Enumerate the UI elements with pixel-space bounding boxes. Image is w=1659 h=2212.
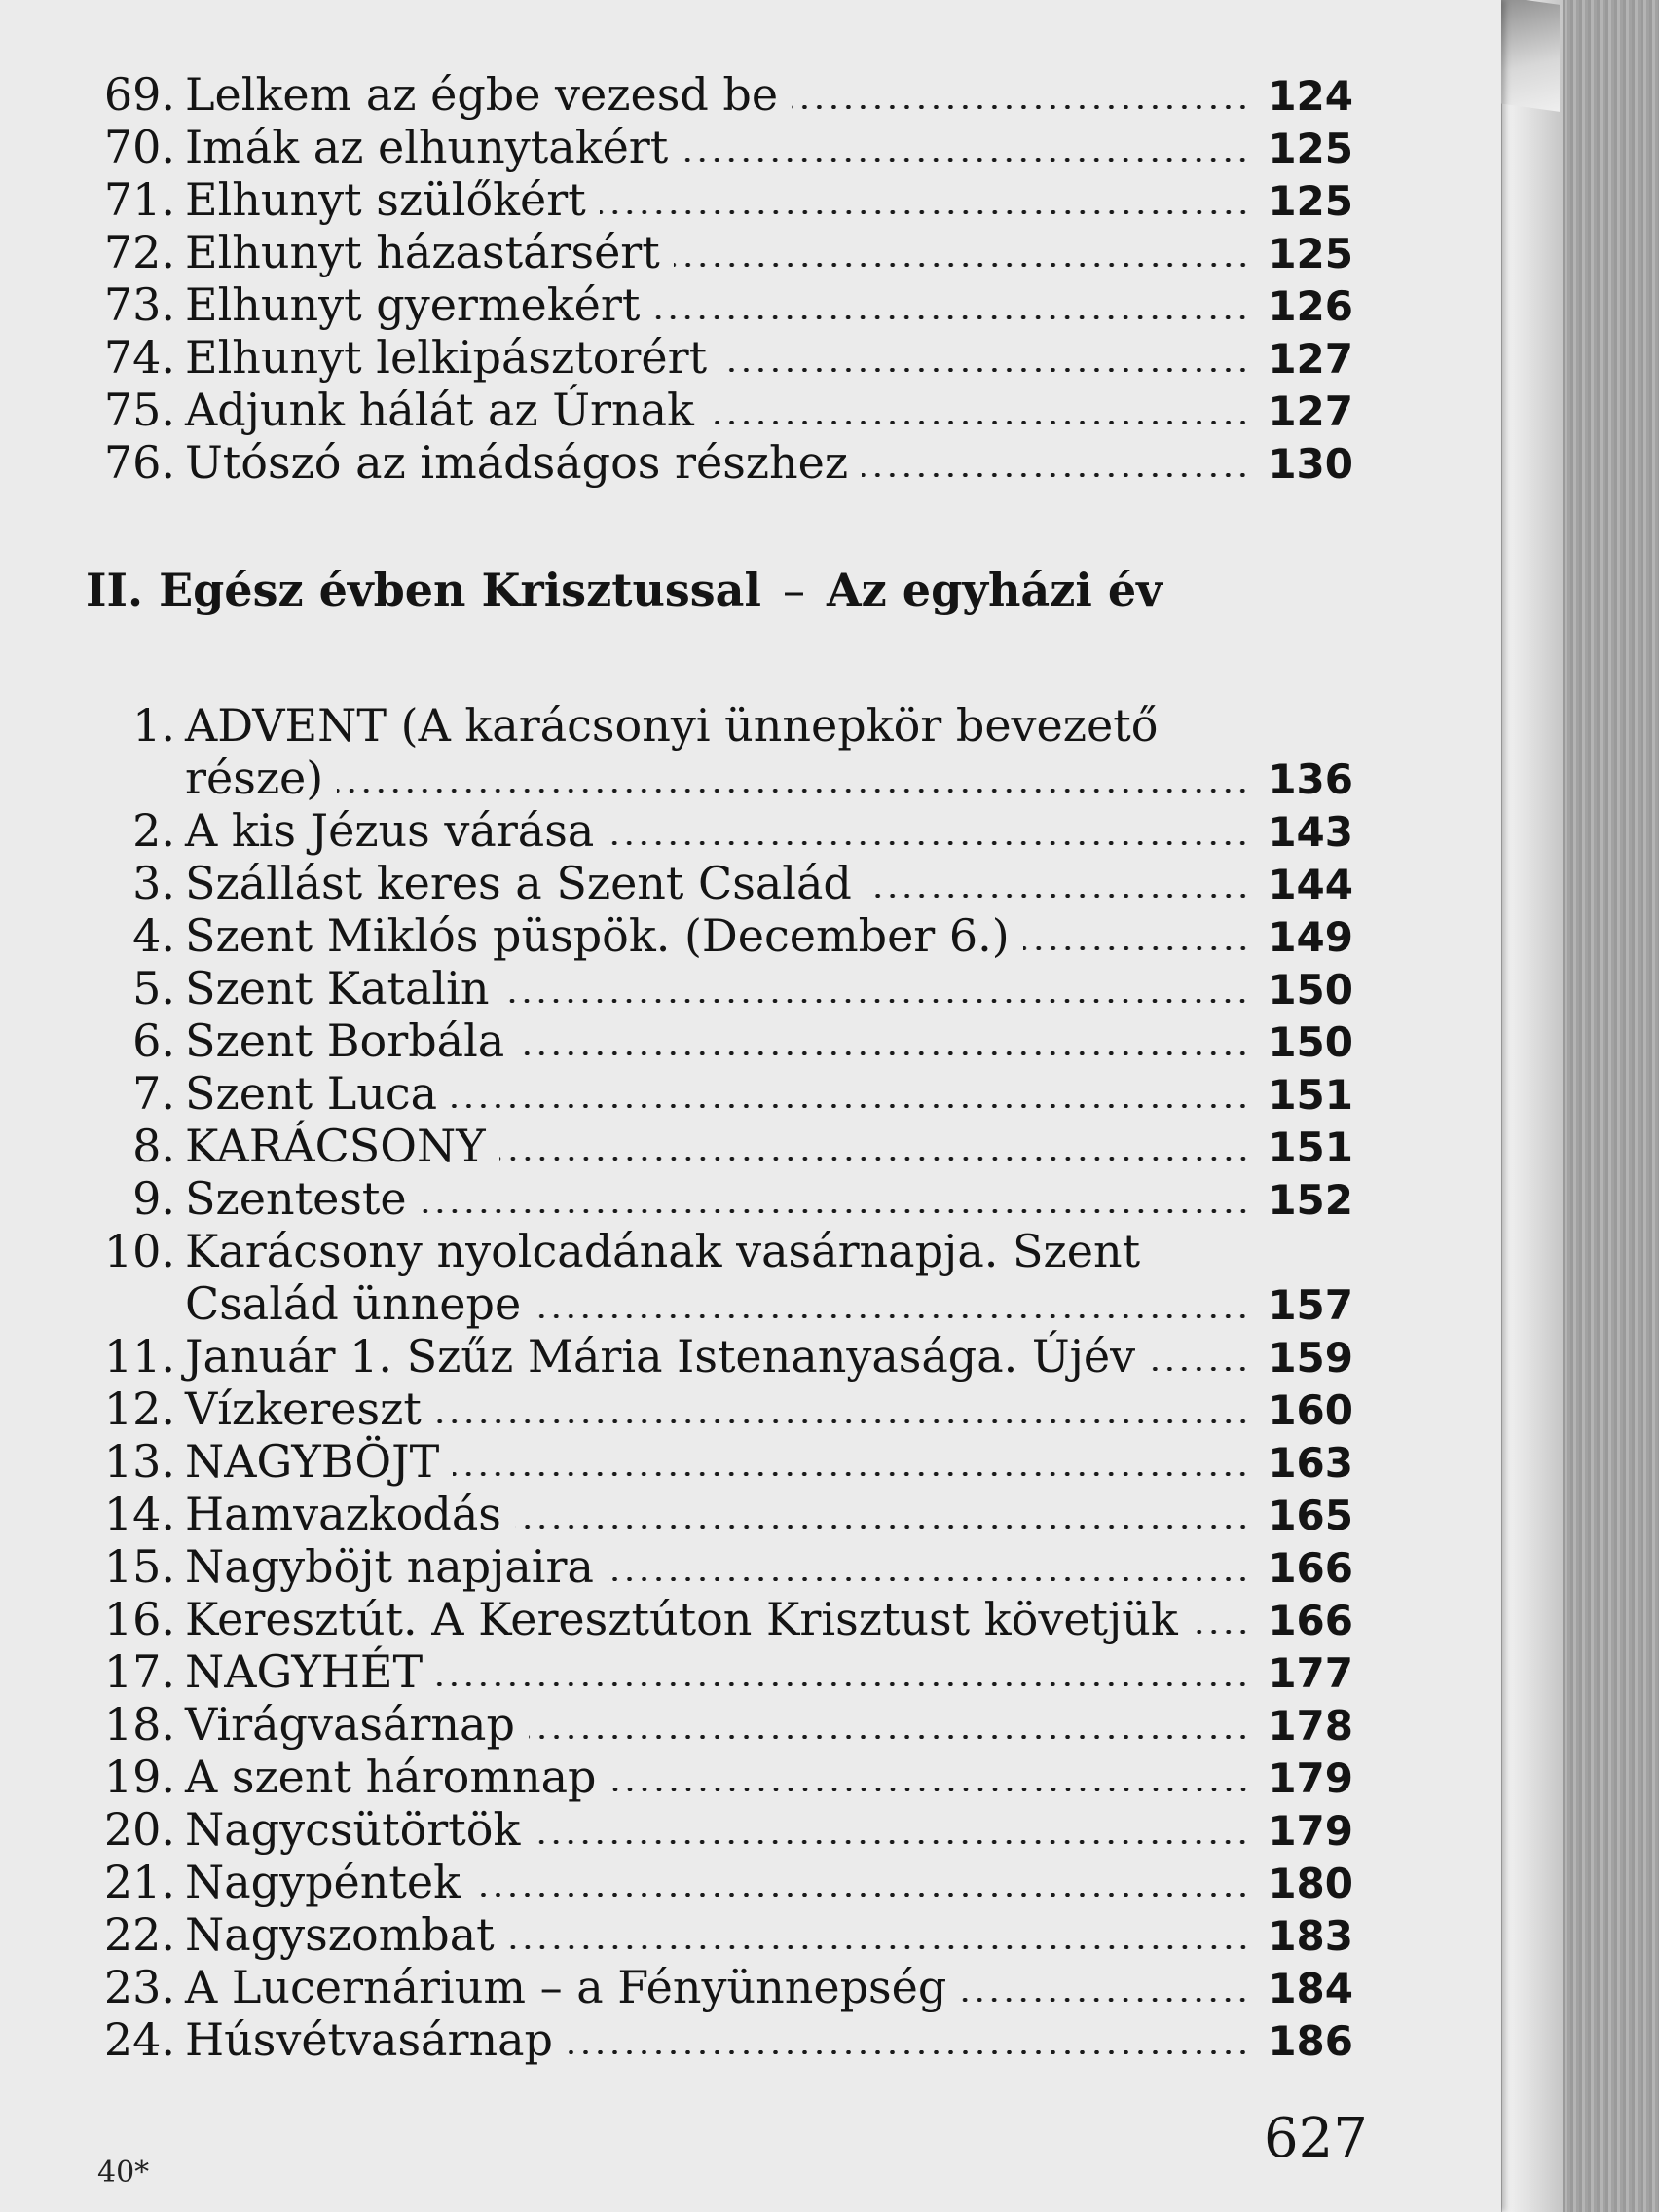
toc-entry-title-line1: Karácsony nyolcadának vasárnapja. Szent (185, 1225, 1141, 1277)
toc-entry[interactable] (86, 121, 1353, 173)
toc-entry-page: 184 (1268, 1965, 1353, 2012)
dot-leader (518, 1051, 1250, 1055)
toc-entry[interactable] (86, 1908, 1353, 1961)
section-subtitle: Az egyházi év (826, 564, 1162, 616)
toc-entry-number: 13. (103, 1435, 175, 1488)
toc-entry-page: 127 (1268, 335, 1353, 383)
dot-leader (653, 315, 1250, 319)
toc-entry-number: 4. (132, 909, 175, 962)
dot-leader (337, 789, 1250, 793)
toc-entry-title: Utószó az imádságos részhez (185, 436, 849, 489)
toc-entry-number: 73. (103, 278, 175, 331)
toc-entry-page: 178 (1268, 1702, 1353, 1750)
toc-entry-page: 150 (1268, 1018, 1353, 1066)
toc-entry[interactable] (86, 1488, 1353, 1540)
dot-leader (1023, 946, 1250, 950)
toc-entry[interactable] (86, 2013, 1353, 2066)
toc-entry-page: 136 (1268, 756, 1353, 803)
dot-leader (453, 1472, 1250, 1476)
toc-entry-number: 11. (103, 1330, 175, 1382)
toc-entry-page: 159 (1268, 1334, 1353, 1382)
toc-entry-title: része) (185, 752, 324, 804)
toc-entry[interactable] (86, 1540, 1353, 1593)
toc-entry-page: 151 (1268, 1071, 1353, 1119)
toc-entry-number: 20. (103, 1803, 175, 1856)
toc-entry-title: Elhunyt gyermekért (185, 278, 641, 331)
toc-entry[interactable] (86, 1382, 1353, 1435)
dot-leader (474, 1893, 1250, 1897)
toc-entry[interactable] (86, 909, 1353, 962)
toc-entry-title: Elhunyt szülőkért (185, 173, 586, 226)
toc-entry-number: 22. (103, 1908, 175, 1961)
toc-entry-number: 76. (103, 436, 175, 489)
toc-entry-number: 74. (103, 331, 175, 384)
book-cover-edge (1501, 0, 1563, 2212)
toc-entry-number: 15. (103, 1540, 175, 1593)
toc-entry[interactable] (86, 278, 1353, 331)
toc-entry[interactable] (86, 384, 1353, 436)
toc-entry-page: 160 (1268, 1386, 1353, 1434)
toc-entry[interactable] (86, 857, 1353, 909)
dot-leader (515, 1525, 1250, 1529)
toc-entry-number: 70. (103, 121, 175, 173)
dot-leader (862, 473, 1250, 477)
dot-leader (567, 2050, 1250, 2054)
toc-entry[interactable] (86, 1803, 1353, 1856)
dot-leader (1192, 1630, 1250, 1634)
toc-entry[interactable] (86, 1856, 1353, 1908)
toc-entry[interactable] (86, 1277, 1353, 1330)
toc-entry-page: 143 (1268, 808, 1353, 856)
dot-leader (682, 158, 1250, 162)
toc-entry-title: Elhunyt házastársért (185, 226, 660, 278)
toc-entry[interactable] (86, 436, 1353, 489)
cover-corner (1492, 0, 1560, 112)
toc-entry-page: 144 (1268, 861, 1353, 908)
toc-entry-page: 163 (1268, 1439, 1353, 1487)
toc-entry-number: 6. (132, 1014, 175, 1067)
toc-entry-title: Húsvétvasárnap (185, 2013, 553, 2066)
toc-entry-page: 177 (1268, 1649, 1353, 1697)
dot-leader (499, 1157, 1250, 1161)
toc-entry-number: 16. (103, 1593, 175, 1645)
toc-entry[interactable] (86, 962, 1353, 1014)
toc-entry-page: 165 (1268, 1492, 1353, 1539)
toc-entry[interactable] (86, 1014, 1353, 1067)
toc-entry[interactable] (86, 173, 1353, 226)
toc-entry-title: Hamvazkodás (185, 1488, 501, 1540)
toc-entry-number: 5. (132, 962, 175, 1014)
dot-leader (436, 1682, 1250, 1686)
toc-entry[interactable] (86, 1120, 1353, 1172)
toc-entry-page: 157 (1268, 1281, 1353, 1329)
toc-entry-number: 14. (103, 1488, 175, 1540)
dot-leader (674, 263, 1250, 267)
toc-entry-page: 125 (1268, 230, 1353, 277)
toc-entry-number: 69. (103, 68, 175, 121)
dot-leader (720, 368, 1250, 372)
background-surface (1562, 0, 1659, 2212)
dot-leader (529, 1735, 1250, 1739)
toc-entry-title: A Lucernárium – a Fényünnepség (185, 1961, 947, 2013)
dot-leader (535, 1314, 1250, 1318)
toc-entry-title: Imák az elhunytakért (185, 121, 669, 173)
toc-entry[interactable] (86, 1172, 1353, 1225)
toc-entry-page: 149 (1268, 913, 1353, 961)
dot-leader (508, 1945, 1250, 1949)
toc-entry[interactable] (86, 1751, 1353, 1803)
dot-leader (960, 1998, 1250, 2002)
toc-entry-number: 8. (132, 1120, 175, 1172)
toc-entry[interactable] (86, 1698, 1353, 1751)
toc-entry-number: 71. (103, 173, 175, 226)
toc-entry-page: 179 (1268, 1807, 1353, 1855)
signature-mark: 40* (97, 2156, 150, 2190)
dot-leader (435, 1419, 1250, 1423)
dot-leader (608, 1577, 1250, 1581)
toc-entry-title: Szent Katalin (185, 962, 490, 1014)
toc-entry-number: 72. (103, 226, 175, 278)
toc-entry-title: NAGYHÉT (185, 1645, 424, 1698)
toc-entry-title: Szent Borbála (185, 1014, 505, 1067)
toc-entry[interactable] (86, 226, 1353, 278)
toc-entry-page: 180 (1268, 1860, 1353, 1907)
toc-entry-title: Szenteste (185, 1172, 407, 1225)
toc-entry-number: 17. (103, 1645, 175, 1698)
section-title: Egész évben Krisztussal (159, 564, 761, 616)
toc-entry[interactable] (86, 68, 1353, 121)
toc-entry-title: A kis Jézus várása (185, 804, 595, 857)
toc-entry-title: Adjunk hálát az Úrnak (185, 384, 694, 436)
toc-entry-page: 166 (1268, 1544, 1353, 1592)
toc-entry-number: 19. (103, 1751, 175, 1803)
toc-entry-title-line1: ADVENT (A karácsonyi ünnepkör bevezető (185, 699, 1159, 752)
dot-leader (866, 894, 1250, 898)
section-dash: – (782, 564, 805, 616)
toc-entry-title: Szent Miklós püspök. (December 6.) (185, 909, 1010, 962)
toc-entry-title: Nagypéntek (185, 1856, 461, 1908)
toc-entry[interactable] (86, 331, 1353, 384)
toc-entry-number: 9. (132, 1172, 175, 1225)
dot-leader (534, 1840, 1250, 1844)
toc-entry-title: Keresztút. A Keresztúton Krisztust követjük (185, 1593, 1178, 1645)
section-heading (86, 561, 1353, 619)
toc-entry-page: 151 (1268, 1124, 1353, 1171)
toc-entry-number: 10. (103, 1225, 175, 1277)
toc-entry-page: 124 (1268, 72, 1353, 120)
toc-entry-page: 150 (1268, 966, 1353, 1014)
dot-leader (600, 210, 1250, 214)
toc-entry-title: Vízkereszt (185, 1382, 422, 1435)
toc-entry-title: Szent Luca (185, 1067, 438, 1120)
toc-entry-number: 24. (103, 2013, 175, 2066)
toc-entry-number: 3. (132, 857, 175, 909)
dot-leader (502, 999, 1250, 1003)
dot-leader (421, 1209, 1250, 1213)
toc-entry[interactable] (86, 1067, 1353, 1120)
toc-entry[interactable] (86, 1645, 1353, 1698)
toc-entry-first-line (86, 699, 1353, 752)
toc-entry-title: NAGYBÖJT (185, 1435, 440, 1488)
toc-entry-page: 125 (1268, 125, 1353, 172)
toc-entry[interactable] (86, 1593, 1353, 1645)
toc-entry-title: KARÁCSONY (185, 1120, 486, 1172)
toc-entry-title: Elhunyt lelkipásztorért (185, 331, 708, 384)
section-number: II. (86, 564, 144, 616)
toc-entry-title: Nagyböjt napjaira (185, 1540, 594, 1593)
dot-leader (608, 841, 1250, 845)
toc-entry-title: Nagycsütörtök (185, 1803, 521, 1856)
toc-entry-number: 12. (103, 1382, 175, 1435)
toc-entry-page: 186 (1268, 2017, 1353, 2065)
toc-entry-title: Nagyszombat (185, 1908, 495, 1961)
toc-entry-page: 127 (1268, 387, 1353, 435)
toc-entry-page: 183 (1268, 1912, 1353, 1960)
toc-entry-number: 1. (132, 699, 175, 752)
toc-entry-first-line (86, 1225, 1353, 1277)
toc-entry-number: 2. (132, 804, 175, 857)
toc-entry-page: 130 (1268, 440, 1353, 488)
dot-leader (1149, 1367, 1250, 1371)
page-number: 627 (1264, 2107, 1368, 2170)
toc-entry-number: 18. (103, 1698, 175, 1751)
toc-entry-title: Lelkem az égbe vezesd be (185, 68, 779, 121)
toc-entry-title: Szállást keres a Szent Család (185, 857, 852, 909)
dot-leader (708, 421, 1250, 424)
toc-entry-page: 126 (1268, 282, 1353, 330)
toc-entry-number: 23. (103, 1961, 175, 2013)
toc-entry[interactable] (86, 1961, 1353, 2013)
toc-entry[interactable] (86, 804, 1353, 857)
toc-entry-title: Január 1. Szűz Mária Istenanyasága. Újév (185, 1330, 1136, 1382)
toc-entry[interactable] (86, 752, 1353, 804)
toc-entry-title: Virágvasárnap (185, 1698, 515, 1751)
dot-leader (610, 1788, 1251, 1791)
toc-entry[interactable] (86, 1330, 1353, 1382)
toc-entry-title: A szent háromnap (185, 1751, 597, 1803)
toc-entry-number: 21. (103, 1856, 175, 1908)
dot-leader (792, 105, 1250, 109)
toc-entry[interactable] (86, 1435, 1353, 1488)
dot-leader (451, 1104, 1250, 1108)
toc-entry-page: 166 (1268, 1597, 1353, 1644)
toc-entry-page: 125 (1268, 177, 1353, 225)
toc-entry-number: 7. (132, 1067, 175, 1120)
toc-entry-page: 152 (1268, 1176, 1353, 1224)
toc-entry-page: 179 (1268, 1754, 1353, 1802)
toc-entry-title: Család ünnepe (185, 1277, 522, 1330)
toc-entry-number: 75. (103, 384, 175, 436)
